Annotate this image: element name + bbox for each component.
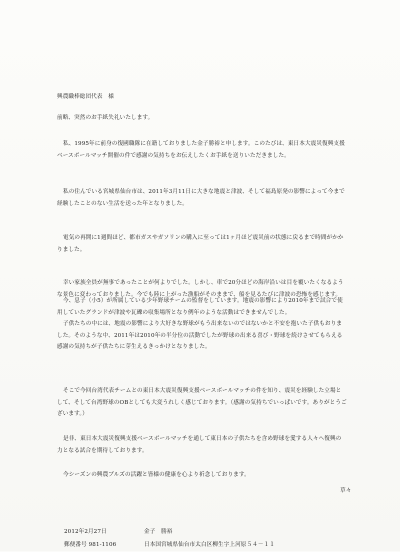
paragraph-8: 是非、東日本大震災復興支援ベースボールマッチを通して東日本の子供たちを含め野球を愛する人々へ復興の力となる試合を期待しております。: [57, 436, 342, 454]
opening-line: 前略、突然のお手紙失礼いたします。: [57, 115, 154, 121]
paragraph-6: 子供たちの中には、地震の影響により大好きな野球がもう出来ないのではないかと不安を抱いた子供もおりました。そのような中、2011年は2010年の半分位の活動でしたが野球の出来る喜び・野球を続けさせてもらえる感謝の気持ちが子供たちに芽生えるきっかけとなりました。: [57, 321, 343, 351]
paragraph-1: 私、1995年に前身の復國職隊に在籍しておりました金子勝裕と申します。このたびは、東日本大震災復興支援ベースボールマッチ開催の件で感謝の気持ちをお伝えしたくお手紙を送りいただきました。: [57, 141, 345, 159]
paragraph-5: 今、息子（小5）が所属している少年野球チームの監督をしています。地震の影響により2010年まで試合で使用していたグランドが津波や瓦礫の収集場所となり例年のような活動はできませんでした。: [57, 298, 343, 316]
paragraph-2: 私の住んでいる宮城県仙台市は、2011年3月11日に大きな地震と津波、そして福島原発の影響によって今まで経験したことのない生活を送った年となりました。: [57, 189, 345, 207]
paragraph-9: 今シーズンの興農ブルズの活躍と皆様の健康を心より祈念しております。: [63, 472, 250, 478]
paragraph-3: 電気の再開に1週間ほど、都市ガスやガソリンの購入に至っては1ヶ月ほど震災前の状態に戻るまで時間がかかりました。: [57, 235, 344, 253]
addressee: 興農職棒総団代表 様: [57, 94, 114, 100]
date: 2012年2月27日: [64, 529, 107, 535]
paragraph-7: そこで今回台湾代表チームとの東日本大震災復興支援ベースボールマッチの件を知り、震災を経験した立場として、そして台湾野球のOBとしても大変うれしく感じております。（感謝の気持ちでいっぱいです。ありがとうございます。）: [57, 388, 347, 418]
address: 日本国宮城県仙台市太白区柳生字上河原５４－１１: [144, 542, 275, 548]
postal-code: 郵便番号 981-1106: [64, 542, 117, 548]
signer-name: 金子 勝裕: [144, 529, 173, 535]
paragraph-4: 幸い家族全員が無事であったことが何よりでした。しかし、車で20分ほどの海岸沿いは目を覆いたくなるような景色に変わっておりました。今でも陸に上がった漁船がそのままで、船を見るたびに津波の恐怖を感じます。: [57, 280, 344, 298]
closing: 草々: [340, 488, 352, 494]
